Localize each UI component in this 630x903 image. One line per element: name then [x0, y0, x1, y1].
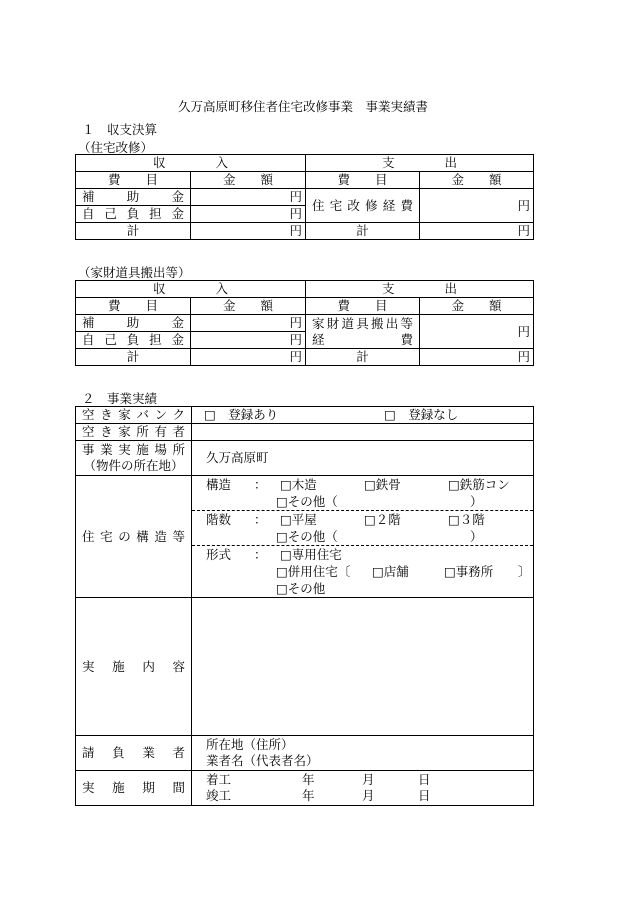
- income-header: 収 入: [76, 281, 306, 298]
- floors-label: 階数: [206, 512, 232, 527]
- colon: ：: [253, 547, 267, 562]
- subsidy-amount[interactable]: 円: [191, 315, 306, 332]
- start-date-line[interactable]: [206, 772, 530, 788]
- document-title: 久万高原町移住者住宅改修事業 事業実績書: [178, 99, 429, 114]
- expense-header: 支 出: [306, 155, 534, 172]
- income-total-label: 計: [76, 223, 191, 240]
- form-label: 形式: [206, 547, 232, 562]
- month-label: 月: [361, 788, 375, 803]
- structure-type-group: [192, 476, 533, 510]
- expense-total-label: 計: [306, 223, 420, 240]
- steel-checkbox[interactable]: □鉄骨: [363, 477, 401, 492]
- dedicated-house-checkbox[interactable]: □専用住宅: [279, 547, 342, 562]
- structure-other-checkbox[interactable]: □その他（: [275, 494, 338, 509]
- office-checkbox[interactable]: □事務所: [443, 564, 494, 579]
- structure-label: 住宅の構造等: [76, 476, 192, 598]
- self-pay-amount[interactable]: 円: [191, 206, 306, 223]
- end-date-line[interactable]: [206, 788, 530, 804]
- owner-label: 空き家所有者: [76, 424, 192, 441]
- expense-item-header: 費 目: [306, 298, 420, 315]
- subsidy-label: 補 助 金: [76, 315, 191, 332]
- structure-details: [192, 476, 534, 598]
- expense-amount-header: 金 額: [420, 172, 534, 189]
- income-total-amount[interactable]: 円: [191, 223, 306, 240]
- table1-caption: （住宅改修）: [78, 140, 154, 155]
- income-item-header: 費 目: [76, 298, 191, 315]
- self-pay-label: 自己負担金: [76, 206, 191, 223]
- expense-total-amount[interactable]: 円: [420, 223, 534, 240]
- floors-group: [192, 510, 533, 545]
- form-line3: [206, 580, 523, 597]
- section2-heading: ２ 事業実績: [82, 391, 158, 406]
- self-pay-label: 自己負担金: [76, 332, 191, 349]
- content-value[interactable]: [192, 598, 534, 736]
- section1-heading: １ 収支決算: [82, 122, 158, 137]
- form-other-checkbox[interactable]: □その他: [275, 581, 326, 596]
- location-label-line2: （物件の所在地）: [83, 458, 184, 473]
- akiya-bank-options: [192, 407, 534, 424]
- period-details: [192, 771, 534, 806]
- contractor-name[interactable]: 業者名（代表者名）: [206, 753, 319, 768]
- income-amount-header: 金 額: [191, 172, 306, 189]
- two-floor-checkbox[interactable]: □２階: [363, 512, 401, 527]
- table2-caption: （家財道具搬出等）: [78, 265, 191, 280]
- location-value[interactable]: 久万高原町: [192, 441, 534, 476]
- income-total-amount[interactable]: 円: [191, 349, 306, 366]
- budget-table-furniture: [75, 280, 534, 366]
- expense-item-header: 費 目: [306, 172, 420, 189]
- renovation-expense-amount[interactable]: 円: [420, 189, 534, 223]
- floors-line2: [206, 528, 523, 545]
- budget-table-housing: [75, 154, 534, 240]
- end-label: 竣工: [206, 788, 232, 803]
- furniture-expense-label-line2: [312, 332, 413, 348]
- floors-other-checkbox[interactable]: □その他（: [275, 529, 338, 544]
- registered-checkbox[interactable]: □ 登録あり: [204, 407, 279, 422]
- three-floor-checkbox[interactable]: □３階: [447, 512, 485, 527]
- income-item-header: 費 目: [76, 172, 191, 189]
- rc-checkbox[interactable]: □鉄筋コン: [447, 477, 510, 492]
- shop-checkbox[interactable]: □店舗: [371, 564, 409, 579]
- content-label: 実施内容: [76, 598, 192, 736]
- start-label: 着工: [206, 772, 232, 787]
- renovation-expense-label: 住宅改修経費: [306, 189, 420, 223]
- day-label: 日: [417, 788, 431, 803]
- wood-checkbox[interactable]: □木造: [279, 477, 317, 492]
- expense-amount-header: 金 額: [420, 298, 534, 315]
- structure-type-line2: [206, 493, 523, 510]
- form-line1: [206, 546, 523, 563]
- contractor-address[interactable]: 所在地（住所）: [206, 737, 294, 752]
- owner-value[interactable]: [192, 424, 534, 441]
- furniture-expense-label-line1: 家財道具搬出等: [312, 315, 414, 331]
- period-label: 実施期間: [76, 771, 192, 806]
- structure-type-line1: [206, 476, 523, 493]
- expense-header: 支 出: [306, 281, 534, 298]
- mixed-use-checkbox[interactable]: □併用住宅〔: [275, 564, 351, 579]
- colon: ：: [253, 477, 267, 492]
- day-label: 日: [417, 772, 431, 787]
- contractor-details: [192, 736, 534, 771]
- form-line2: [206, 563, 531, 580]
- akiya-bank-label: 空き家バンク: [76, 407, 192, 424]
- form-group: [192, 545, 533, 597]
- project-results-table: [75, 406, 534, 806]
- floors-line1: [206, 511, 523, 528]
- year-label: 年: [301, 788, 315, 803]
- contractor-label: 請負業者: [76, 736, 192, 771]
- subsidy-label: 補 助 金: [76, 189, 191, 206]
- expense-label-kei: 経: [312, 331, 325, 347]
- expense-total-amount[interactable]: 円: [420, 349, 534, 366]
- close-paren: ）: [469, 494, 483, 509]
- location-label: [76, 441, 192, 476]
- income-header: 収 入: [76, 155, 306, 172]
- not-registered-checkbox[interactable]: □ 登録なし: [383, 407, 459, 422]
- subsidy-amount[interactable]: 円: [191, 189, 306, 206]
- expense-label-hi: 費: [400, 331, 414, 347]
- expense-total-label: 計: [306, 349, 420, 366]
- month-label: 月: [361, 772, 375, 787]
- one-floor-checkbox[interactable]: □平屋: [279, 512, 317, 527]
- structure-type-label: 構造: [206, 477, 232, 492]
- location-label-line1: 事業実施場所: [82, 442, 185, 457]
- income-amount-header: 金 額: [191, 298, 306, 315]
- self-pay-amount[interactable]: 円: [191, 332, 306, 349]
- year-label: 年: [301, 772, 315, 787]
- colon: ：: [253, 512, 267, 527]
- furniture-expense-amount[interactable]: 円: [420, 315, 534, 349]
- close-paren: ）: [469, 529, 483, 544]
- close-bracket: 〕: [517, 564, 531, 579]
- furniture-expense-label: [306, 315, 420, 349]
- income-total-label: 計: [76, 349, 191, 366]
